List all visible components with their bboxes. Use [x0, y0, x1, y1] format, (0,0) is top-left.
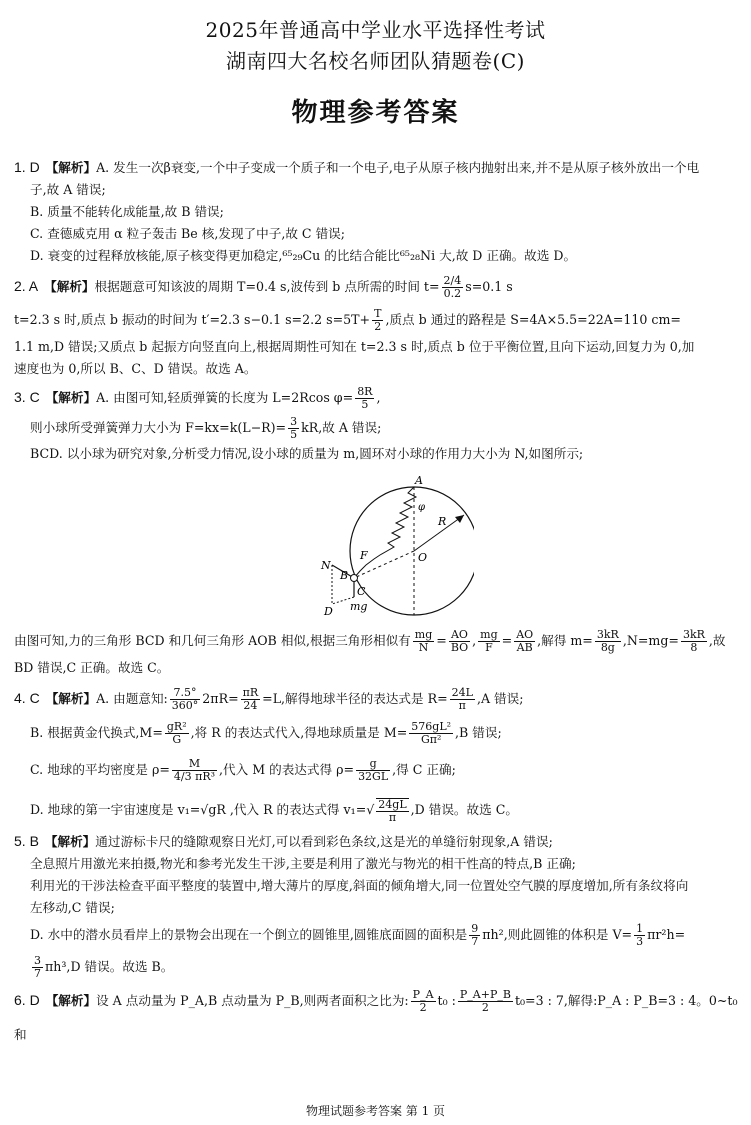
answer-text: ,	[376, 390, 381, 405]
answer-text: C. 查德威克用 α 粒子轰击 Be 核,发现了中子,故 C 错误;	[30, 226, 345, 241]
answer-text: 通过游标卡尺的缝隙观察日光灯,可以看到彩色条纹,这是光的单缝衍射现象,A 错误;	[95, 834, 553, 849]
answer-text: 1.1 m,D 错误;又质点 b 起振方向竖直向上,根据周期性可知在 t=2.3 s 时,质点 b 位于平衡位置,且向下运动,回复力为 0,加	[14, 339, 695, 354]
analysis-tag: 【解析】	[44, 834, 96, 849]
label-r: R	[438, 515, 447, 528]
question-number: 6. D	[14, 992, 40, 1008]
answer-text: B. 根据黄金代换式,M=	[30, 725, 163, 740]
circle-force-figure	[304, 465, 474, 625]
answer-text: t₀=3 : 7,解得:P_A : P_B=3 : 4。0~t₀ 和	[14, 993, 738, 1042]
answer-4	[14, 681, 738, 830]
exam-subtitle: 湖南四大名校名师团队猜题卷(C)	[226, 49, 525, 73]
answer-text: 根据题意可知该波的周期 T=0.4 s,波传到 b 点所需的时间 t=	[94, 279, 440, 294]
fraction: $\frac{\pi R}{24}$	[242, 686, 259, 712]
answer-text: πh²,则此圆锥的体积是 V=	[482, 927, 633, 942]
question-number: 2. A	[14, 278, 39, 294]
answer-text: C. 地球的平均密度是 ρ=	[30, 762, 170, 777]
answer-text: BCD. 以小球为研究对象,分析受力情况,设小球的质量为 m,圆环对小球的作用力大小为 N,如图所示;	[30, 446, 584, 461]
answer-content	[14, 156, 738, 1052]
answer-text: A. 由图可知,轻质弹簧的长度为 L=2Rcos φ=	[96, 390, 354, 405]
label-phi: φ	[418, 502, 426, 513]
answer-text: πr²h=	[647, 927, 686, 942]
fraction: $\frac{3}{5}$	[290, 415, 298, 441]
answer-text: ,	[472, 633, 477, 648]
answer-text: 由图可知,力的三角形 BCD 和几何三角形 AOB 相似,根据三角形相似有	[14, 633, 411, 648]
answer-text: D. 衰变的过程释放核能,原子核变得更加稳定,⁶⁵₂₉Cu 的比结合能比⁶⁵₂₈Ni 大,故 D 正确。故选 D。	[30, 248, 577, 263]
answer-3	[14, 382, 738, 679]
analysis-tag: 【解析】	[44, 279, 95, 294]
answer-text: 左移动,C 错误;	[30, 900, 115, 915]
fraction: $\frac{g}{32GL}$	[358, 757, 389, 783]
answer-text: 速度也为 0,所以 B、C、D 错误。故选 A。	[14, 361, 257, 376]
answer-5	[14, 830, 738, 983]
fraction: $\frac{mg}{N}$	[414, 628, 433, 654]
fraction: $\frac{3kR}{8g}$	[596, 628, 619, 654]
label-a: A	[415, 474, 423, 487]
answer-text: ,得 C 正确;	[392, 762, 456, 777]
fraction: $\frac{\text{gR²}}{G}$	[166, 720, 187, 746]
label-c: C	[357, 585, 366, 598]
fraction: $\frac{T}{2}$	[374, 307, 382, 333]
answer-text: ,代入 M 的表达式得 ρ=	[219, 762, 355, 777]
answer-text: 子,故 A 错误;	[30, 182, 106, 197]
answer-6	[14, 983, 738, 1052]
analysis-tag: 【解析】	[45, 993, 97, 1008]
fraction: $\frac{24gL}{\pi}$	[378, 797, 407, 824]
fraction: $\frac{9}{7}$	[471, 922, 479, 948]
answer-text: 设 A 点动量为 P_A,B 点动量为 P_B,则两者面积之比为:	[96, 993, 409, 1008]
answer-text: A. 由题意知:	[96, 691, 168, 706]
answer-text: ,质点 b 通过的路程是 S=4A×5.5=22A=110 cm=	[385, 312, 681, 327]
answer-text: ,将 R 的表达式代入,得地球质量是 M=	[190, 725, 408, 740]
analysis-tag: 【解析】	[45, 390, 97, 405]
answer-text: D. 地球的第一宇宙速度是 v₁=√gR ,代入 R 的表达式得 v₁=√	[30, 802, 375, 817]
answer-text: 2πR=	[202, 691, 239, 706]
answer-text: kR,故 A 错误;	[301, 420, 382, 435]
answer-text: ,A 错误;	[476, 691, 524, 706]
answer-text: 利用光的干涉法检查平面平整度的装置中,增大薄片的厚度,斜面的倾角增大,同一位置处空气膜的厚度增加,所有条纹将向	[30, 878, 689, 893]
question-number: 5. B	[14, 833, 39, 849]
answer-text: D. 水中的潜水员看岸上的景物会出现在一个倒立的圆锥里,圆锥底面圆的面积是	[30, 927, 468, 942]
fraction: $\frac{8R}{5}$	[357, 385, 373, 411]
answer-text: =	[501, 633, 513, 648]
answer-text: 全息照片用激光来拍摄,物光和参考光发生干涉,主要是利用了激光与物光的相干性高的特点,B 正确;	[30, 856, 576, 871]
fraction: $\frac{2/4}{0.2}$	[443, 274, 462, 300]
analysis-tag: 【解析】	[45, 160, 97, 175]
answer-text: A. 发生一次β衰变,一个中子变成一个质子和一个电子,电子从原子核内抛射出来,并不是从原子核外放出一个电	[96, 160, 700, 175]
label-d: D	[324, 605, 333, 618]
answer-text: πh³,D 错误。故选 B。	[45, 959, 174, 974]
fraction: $\frac{AO}{BO}$	[450, 628, 469, 654]
fraction: $\frac{M}{\text{4/3 πR³}}$	[173, 757, 216, 783]
label-n: N	[321, 559, 331, 572]
answer-text: ,B 错误;	[455, 725, 502, 740]
fraction: $\frac{1}{3}$	[636, 922, 644, 948]
answer-text: 则小球所受弹簧弹力大小为 F=kx=k(L−R)=	[30, 420, 287, 435]
answer-1	[14, 156, 738, 267]
fraction: $\frac{P\_A}{2}$	[412, 988, 434, 1014]
answer-text: t₀ :	[437, 993, 456, 1008]
question-number: 4. C	[14, 690, 40, 706]
answer-text: BD 错误,C 正确。故选 C。	[14, 660, 170, 675]
answer-2	[14, 269, 738, 380]
header	[0, 14, 751, 129]
fraction: $\frac{3kR}{8}$	[682, 628, 705, 654]
answer-text: ,解得 m=	[537, 633, 593, 648]
answer-text: ,D 错误。故选 C。	[410, 802, 518, 817]
fraction: $\frac{7.5^\circ}{360^\circ}$	[171, 686, 199, 712]
label-f: F	[360, 549, 368, 562]
answer-text: ,故	[708, 633, 726, 648]
force-diagram	[14, 465, 738, 625]
label-mg: mg	[350, 600, 368, 613]
question-number: 3. C	[14, 389, 40, 405]
analysis-tag: 【解析】	[45, 691, 97, 706]
answer-text: =	[436, 633, 447, 648]
page-footer: 物理试题参考答案 第 1 页	[305, 1104, 446, 1118]
fraction: $\frac{P\_A+P\_B}{2}$	[459, 988, 511, 1014]
answer-text: s=0.1 s	[465, 279, 513, 294]
answer-text: ,N=mg=	[622, 633, 679, 648]
answer-text: B. 质量不能转化成能量,故 B 错误;	[30, 204, 224, 219]
fraction: $\frac{3}{7}$	[34, 954, 41, 980]
fraction: $\frac{mg}{F}$	[480, 628, 498, 654]
fraction: $\frac{AO}{AB}$	[516, 628, 534, 654]
fraction: $\frac{24L}{\pi}$	[451, 686, 473, 712]
label-o: O	[418, 551, 428, 564]
exam-title: 2025年普通高中学业水平选择性考试	[205, 18, 546, 42]
question-number: 1. D	[14, 159, 40, 175]
label-b: B	[340, 569, 349, 582]
answer-text: =L,解得地球半径的表达式是 R=	[262, 691, 448, 706]
fraction: $\frac{\text{576gL²}}{\text{Gπ²}}$	[411, 720, 452, 746]
answer-text: t=2.3 s 时,质点 b 振动的时间为 t′=2.3 s−0.1 s=2.2 s=5T+	[14, 312, 371, 327]
document-title: 物理参考答案	[291, 98, 460, 128]
